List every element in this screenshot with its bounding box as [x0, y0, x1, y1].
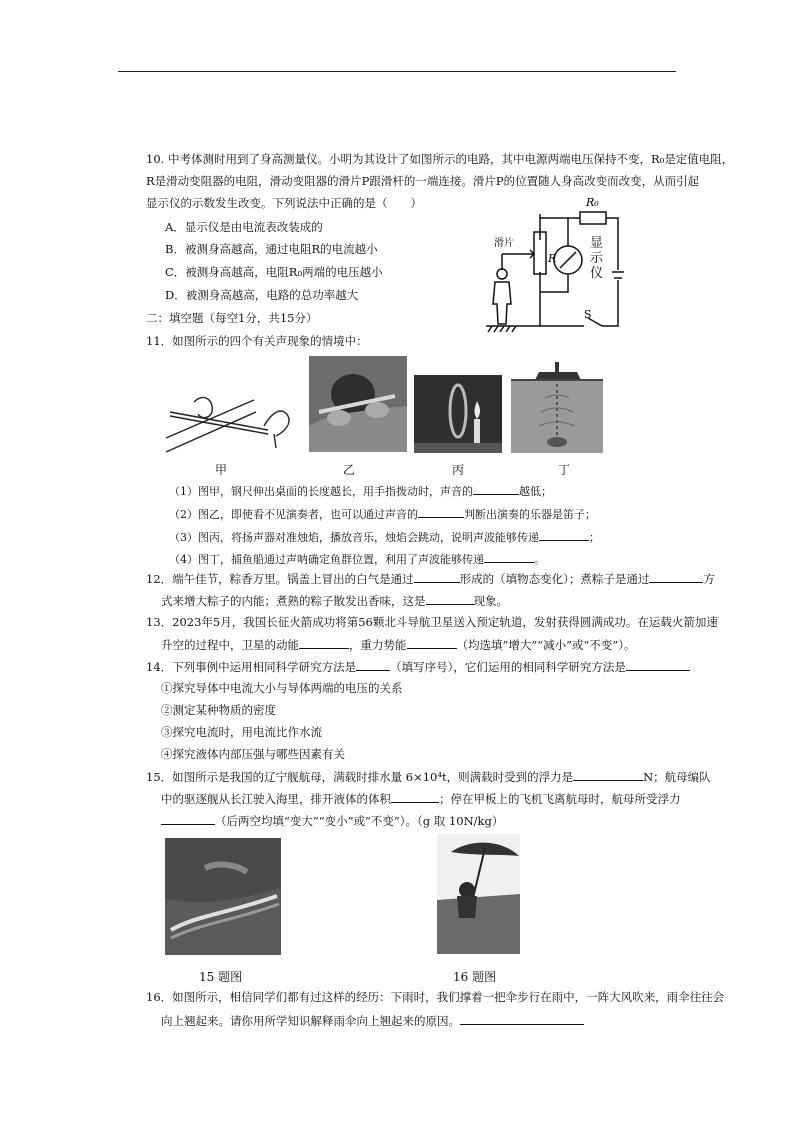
q15-text-b: N；航母编队	[643, 770, 711, 784]
q12-text-a: 12．端午佳节，粽香万里。锅盖上冒出的白气是通过	[146, 572, 414, 586]
q12-text-d: 式来增大粽子的内能；煮熟的粽子散发出香味，这是	[161, 594, 426, 608]
q11-sub3-text: （3）图丙，将扬声器对准烛焰，播放音乐，烛焰会跳动，说明声波能够传递	[169, 531, 539, 544]
section-heading: 二：填空题（每空1分，共15分）	[146, 311, 318, 325]
q10-line2: R是滑动变阻器的电阻，滑动变阻器的滑片P跟滑杆的一端连接。滑片P的位置随人身高改变而改变，从而引起	[146, 174, 700, 188]
q16-line1: 16．如图所示，相信同学们都有过这样的经历：下雨时，我们撑着一把伞步行在雨中，一阵大风吹来，雨伞往往会	[146, 990, 725, 1004]
q13-text-a: 升空的过程中，卫星的动能	[161, 638, 299, 652]
q12-blank-1[interactable]	[414, 571, 460, 583]
q15-line2	[161, 791, 681, 806]
label-jia: 甲	[215, 463, 228, 477]
q11-blank-2[interactable]	[418, 506, 464, 518]
q11-sub2-text: （2）图乙，即使看不见演奏者，也可以通过声音的	[169, 508, 418, 521]
figure-bing-candle-speaker	[414, 375, 502, 453]
q12-line1	[146, 571, 715, 586]
q15-text-d: ；停在甲板上的飞机飞离航母时，航母所受浮力	[439, 792, 681, 806]
fig15-caption: 15 题图	[199, 970, 243, 984]
figure-jia-ruler	[164, 372, 296, 456]
q11-sub1-tail: 越低；	[519, 485, 552, 498]
height-meter-circuit-figure	[480, 192, 630, 334]
q10-line3: 显示仪的示数发生改变。下列说法中正确的是（ ）	[146, 196, 422, 210]
q16-text: 向上翘起来。请你用所学知识解释雨伞向上翘起来的原因。	[161, 1014, 460, 1028]
q16-line2	[161, 1013, 584, 1028]
r0-label: R₀	[586, 196, 599, 209]
q14-text-b: （填写序号），它们运用的相同科学研究方法是	[390, 660, 626, 674]
q13-blank-1[interactable]	[299, 637, 349, 649]
figure-16-umbrella-photo	[437, 834, 520, 954]
display-meter-label: 显示仪	[590, 236, 604, 281]
figure-15-carrier-photo	[165, 838, 281, 955]
q15-blank-2[interactable]	[391, 791, 439, 803]
fig16-caption: 16 题图	[453, 970, 497, 984]
q13-line2	[161, 637, 636, 652]
q12-text-b: 形成的（填物态变化）；煮粽子是通过	[459, 572, 650, 586]
label-ding: 丁	[558, 463, 571, 477]
q11-sub1-text: （1）图甲，钢尺伸出桌面的长度越长，用手指拨动时，声音的	[169, 485, 473, 498]
q14-item-2: ②测定某种物质的密度	[161, 703, 276, 717]
q10-line1: 10. 中考体测时用到了身高测量仪。小明为其设计了如图所示的电路，其中电源两端电压保持不变，R₀是定值电阻，	[146, 152, 734, 166]
label-bing: 丙	[452, 463, 465, 477]
header-rule	[118, 71, 676, 72]
q14-item-1: ①探究导体中电流大小与导体两端的电压的关系	[161, 681, 403, 695]
slider-label: 滑片	[494, 238, 514, 249]
figure-yi-flute	[309, 356, 407, 452]
q11-sub2	[169, 506, 596, 522]
q13-text-c: （均选填“增大”“减小”或“不变”）。	[456, 638, 636, 652]
q15-line1	[146, 769, 711, 784]
q10-option-d: D．被测身高越高，电路的总功率越大	[165, 288, 359, 302]
label-yi: 乙	[343, 463, 356, 477]
q11-sub4: （4）图丁，捕鱼船通过声呐确定鱼群位置，利用了声波能够传递 。	[169, 553, 545, 566]
q14-line1	[146, 659, 690, 674]
q11-sub1	[169, 483, 552, 499]
q14-blank-2[interactable]	[626, 659, 690, 671]
q14-text-a: 14．下列事例中运用相同科学研究方法是	[146, 660, 357, 674]
q14-item-3: ③探究电流时，用电流比作水流	[161, 725, 322, 739]
q15-blank-1[interactable]	[573, 769, 643, 781]
q10-option-a: A．显示仪是由电流表改装成的	[165, 220, 323, 234]
q15-text-c: 中的驱逐舰从长江驶入海里，排开液体的体积	[161, 792, 391, 806]
q11-blank-1[interactable]	[473, 483, 519, 495]
q16-blank[interactable]	[460, 1013, 584, 1025]
q12-text-c: 方	[703, 572, 715, 586]
q11-sub3: （3）图丙，将扬声器对准烛焰，播放音乐，烛焰会跳动，说明声波能够传递 ；	[169, 531, 600, 544]
q12-blank-3[interactable]	[426, 593, 474, 605]
q15-text-e: （后两空均填“变大”“变小”或“不变”）。（g 取 10N/kg）	[215, 814, 504, 828]
q13-blank-2[interactable]	[407, 637, 457, 649]
q11-blank-4[interactable]	[484, 551, 534, 563]
q10-option-c: C．被测身高越高，电阻R₀两端的电压越小	[165, 265, 383, 279]
q15-line3	[161, 813, 503, 828]
q14-blank-1[interactable]	[356, 659, 390, 671]
q14-item-4: ④探究液体内部压强与哪些因素有关	[161, 747, 345, 761]
q15-text-a: 15．如图所示是我国的辽宁舰航母，满载时排水量 6×10⁴t，则满载时受到的浮力是	[146, 770, 574, 784]
q11-sub2-tail: 判断出演奏的乐器是笛子；	[464, 508, 596, 521]
q15-blank-3[interactable]	[161, 813, 215, 825]
q12-text-e: 现象。	[473, 594, 508, 608]
q13-text-b: ，重力势能	[349, 638, 407, 652]
q11-blank-3[interactable]	[539, 529, 589, 541]
q12-line2	[161, 593, 508, 608]
q12-blank-2[interactable]	[649, 571, 703, 583]
q11-sub4-text: （4）图丁，捕鱼船通过声呐确定鱼群位置，利用了声波能够传递	[169, 553, 484, 566]
q11-stem: 11．如图所示的四个有关声现象的情境中：	[146, 334, 368, 348]
q10-option-b: B．被测身高越高，通过电阻R的电流越小	[165, 242, 378, 256]
r-label: R	[548, 252, 557, 265]
switch-label: S	[584, 308, 592, 321]
figure-ding-sonar	[511, 358, 603, 453]
q13-line1: 13．2023年5月，我国长征火箭成功将第56颗北斗导航卫星送入预定轨道，发射获得圆满成功。在运载火箭加速	[146, 615, 718, 629]
